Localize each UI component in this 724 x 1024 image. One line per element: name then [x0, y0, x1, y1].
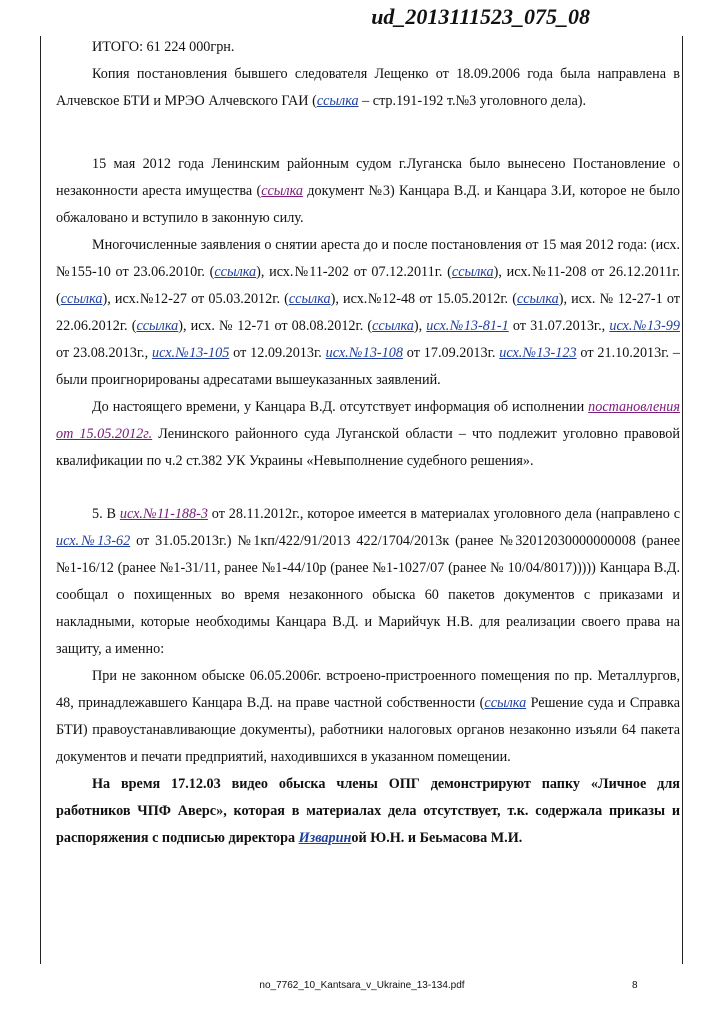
reference-link[interactable]: ссылка — [316, 93, 359, 109]
resolution-link[interactable]: постановления от 15.05.2012г. — [56, 399, 680, 442]
paragraph-applications: Многочисленные заявления о снятии ареста до и после постановления от 15 мая 2012 года: (исх.№155-10 от 23.06.2010г. (ссылка), исх.№11-202 от 07.12.2011г. (ссылка), исх.№11-208 от 26.12.2011г. (ссылка), исх.№12-27 от 05.03.2012г. (ссылка), исх.№12-48 от 15.05.2012г. (ссылка), исх. № 12-27-1 от 22.06.2012г. (ссылка), исх. № 12-71 от 08.08.2012г. (ссылка), исх.№13-81-1 от 31.07.2013г., исх.№13-99 от 23.08.2013г., исх.№13-105 от 12.09.2013г. исх.№13-108 от 17.09.2013г. исх.№13-123 от 21.10.2013г. – были проигнорированы адресатами вышеуказанных заявлений. — [56, 237, 680, 388]
outgoing-letter-link[interactable]: исх.№11-188-3 — [119, 506, 208, 522]
left-margin-rule — [40, 36, 41, 964]
reference-link[interactable]: ссылка — [261, 183, 303, 199]
paragraph-item-5: 5. В исх.№11-188-3 от 28.11.2012г., которое имеется в материалах уголовного дела (направлено с исх.№13-62 от 31.05.2013г.) №1кп/422/91/2013 422/1704/2013к (ранее №32012030000000008 (ранее №1-16/12 (ранее №1-31/11, ранее №1-44/10р (ранее №1-1027/07 (ранее № 10/04/8017))))) Канцара В.Д. сообщал о похищенных во время незаконного обыска 60 пакетов документов с приказами и накладными, которые необходимы Канцара В.Д. и Марийчук Н.В. для реализации своего права на защиту, а именно: — [56, 506, 680, 657]
footer-filename: no_7762_10_Kantsara_v_Ukraine_13-134.pdf — [259, 980, 465, 991]
reference-link[interactable]: ссылка — [288, 291, 331, 307]
paragraph-non-execution: До настоящего времени, у Канцара В.Д. отсутствует информация об исполнении постановления от 15.05.2012г. Ленинского районного суда Луганской области – что подлежит уголовно правовой квалификации по ч.2 ст.382 УК Украины «Невыполнение судебного решения». — [56, 399, 680, 469]
reference-link[interactable]: ссылка — [214, 264, 257, 280]
spacer — [56, 115, 680, 151]
spacer — [56, 475, 680, 501]
outgoing-letter-link[interactable]: исх.№13-62 — [56, 533, 131, 549]
outgoing-letter-link[interactable]: исх.№13-81-1 — [426, 318, 509, 334]
reference-link[interactable]: ссылка — [516, 291, 559, 307]
outgoing-letter-link[interactable]: исх.№13-105 — [152, 345, 230, 361]
outgoing-letter-link[interactable]: исх.№13-123 — [499, 345, 577, 361]
paragraph-illegal-search: При не законном обыске 06.05.2006г. встроено-пристроенного помещения по пр. Металлургов, 48, принадлежавшего Канцара В.Д. на праве частной собственности (ссылка Решение суда и Справка БТИ) правоустанавливающие документы), работники налоговых органов незаконно изъяли 64 пакета документов и печати предприятий, находившихся в указанном помещении. — [56, 668, 681, 765]
reference-link[interactable]: ссылка — [60, 291, 103, 307]
document-header-id: ud_2013111523_075_08 — [371, 4, 590, 29]
reference-link[interactable]: ссылка — [484, 695, 527, 711]
reference-link[interactable]: ссылка — [372, 318, 414, 334]
outgoing-letter-link[interactable]: исх.№13-99 — [609, 318, 680, 334]
paragraph-total: ИТОГО: 61 224 000грн. — [92, 39, 235, 55]
reference-link[interactable]: ссылка — [451, 264, 494, 280]
footer-page-number: 8 — [632, 980, 638, 991]
right-margin-rule — [682, 36, 683, 964]
paragraph-copy-resolution: Копия постановления бывшего следователя Лещенко от 18.09.2006 года была направлена в Алчевское БТИ и МРЭО Алчевского ГАИ (ссылка – стр.191-192 т.№3 уголовного дела). — [56, 66, 680, 109]
paragraph-court-ruling: 15 мая 2012 года Ленинским районным судом г.Луганска было вынесено Постановление о незаконности ареста имущества (ссылка документ №3) Канцара В.Д. и Канцара З.И, которое не было обжаловано и вступило в законную силу. — [56, 156, 681, 226]
paragraph-video-search: На время 17.12.03 видео обыска члены ОПГ демонстрируют папку «Личное для работников ЧПФ Аверс», которая в материалах дела отсутствует, т.к. содержала приказы и распоряжения с подписью директора Извариной Ю.Н. и Беьмасова М.И. — [56, 776, 680, 846]
document-body — [56, 34, 680, 852]
person-link[interactable]: Изварин — [298, 830, 352, 846]
outgoing-letter-link[interactable]: исх.№13-108 — [325, 345, 403, 361]
reference-link[interactable]: ссылка — [136, 318, 179, 334]
